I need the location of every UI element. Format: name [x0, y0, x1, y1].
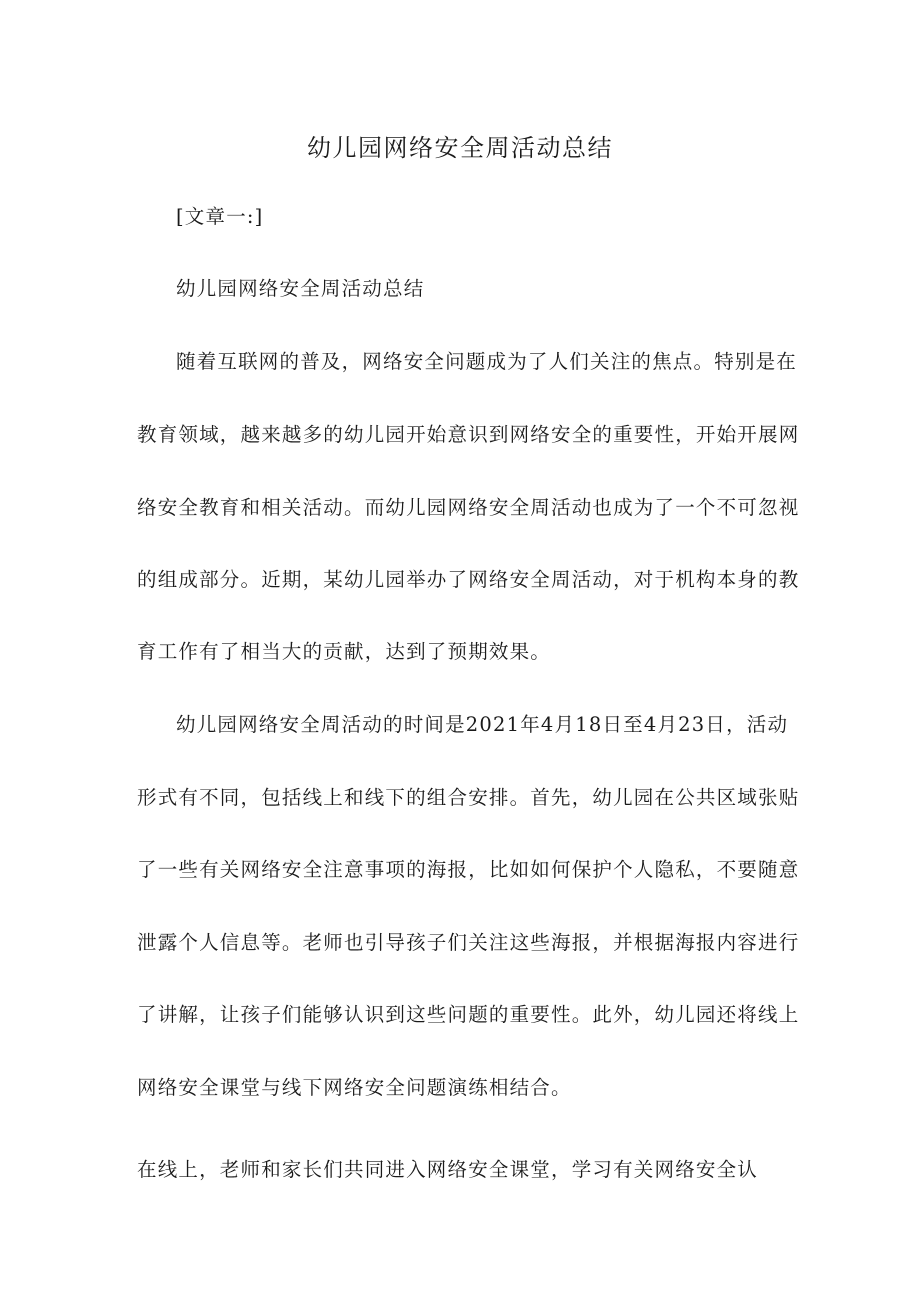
- article-label: [文章一:]: [176, 205, 264, 228]
- paragraph-line: 了讲解，让孩子们能够认识到这些问题的重要性。此外，幼儿园还将线上: [137, 1003, 800, 1026]
- paragraph-line: 网络安全课堂与线下网络安全问题演练相结合。: [137, 1076, 572, 1099]
- paragraph-line: 幼儿园网络安全周活动的时间是2021年4月18日至4月23日，活动: [176, 713, 789, 736]
- paragraph-line: 络安全教育和相关活动。而幼儿园网络安全周活动也成为了一个不可忽视: [137, 496, 800, 519]
- paragraph-line: 在线上，老师和家长们共同进入网络安全课堂，学习有关网络安全认: [137, 1158, 759, 1181]
- paragraph-line: 育工作有了相当大的贡献，达到了预期效果。: [137, 640, 552, 663]
- paragraph-line: 的组成部分。近期，某幼儿园举办了网络安全周活动，对于机构本身的教: [137, 568, 800, 591]
- article-subtitle: 幼儿园网络安全周活动总结: [176, 277, 425, 300]
- paragraph-line: 了一些有关网络安全注意事项的海报，比如如何保护个人隐私，不要随意: [137, 858, 800, 881]
- paragraph-line: 形式有不同，包括线上和线下的组合安排。首先，幼儿园在公共区域张贴: [137, 786, 800, 809]
- paragraph-line: 教育领域，越来越多的幼儿园开始意识到网络安全的重要性，开始开展网: [137, 423, 800, 446]
- paragraph-line: 随着互联网的普及，网络安全问题成为了人们关注的焦点。特别是在: [176, 350, 798, 373]
- document-title: 幼儿园网络安全周活动总结: [307, 134, 613, 162]
- paragraph-line: 泄露个人信息等。老师也引导孩子们关注这些海报，并根据海报内容进行: [137, 931, 800, 954]
